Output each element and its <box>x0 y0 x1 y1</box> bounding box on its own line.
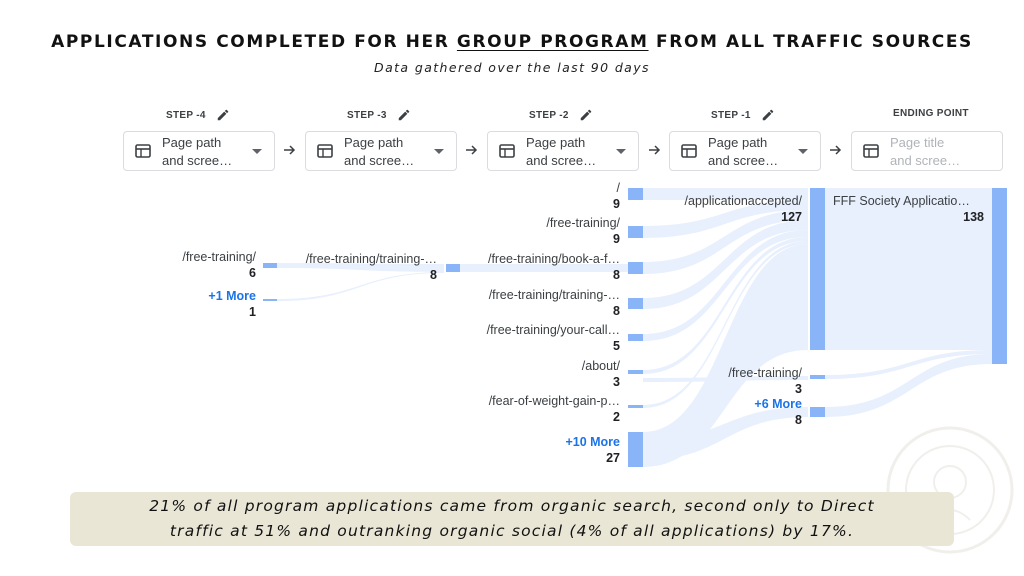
title-part-1: APPLICATIONS COMPLETED FOR HER <box>51 32 457 52</box>
flow-node <box>628 262 643 274</box>
node-step2-more[interactable]: +10 More 27 <box>565 435 620 465</box>
flow-node <box>628 226 643 238</box>
node-end-fff-society-application[interactable]: FFF Society Applicatio… 138 <box>833 194 984 224</box>
flow-node <box>992 188 1007 364</box>
dimension-text: Page path and scree… <box>162 135 233 168</box>
node-step1-free-training[interactable]: /free-training/ 3 <box>728 366 802 396</box>
dimension-text: Page path and scree… <box>526 135 597 168</box>
dimension-text: Page path and scree… <box>344 135 415 168</box>
node-step2-book-a-call[interactable]: /free-training/book-a-f… 8 <box>487 252 620 282</box>
title-underlined: GROUP PROGRAM <box>456 32 649 52</box>
node-step1-applicationaccepted[interactable]: /applicationaccepted/ 127 <box>684 194 802 224</box>
flow-node <box>628 298 643 309</box>
flow-node <box>263 299 277 301</box>
dimension-text: Page path and scree… <box>708 135 779 168</box>
node-step4-free-training[interactable]: /free-training/ 6 <box>182 250 256 280</box>
step-3-label-text: STEP -3 <box>347 109 387 121</box>
ending-point-label-text: ENDING POINT <box>893 108 969 119</box>
flow-node <box>263 263 277 268</box>
node-step2-about[interactable]: /about/ 3 <box>581 359 620 389</box>
step-1-label-text: STEP -1 <box>711 109 751 121</box>
callout-line-1: 21% of all program applications came from organic search, second only to Direct <box>149 497 875 515</box>
node-step2-fear-of-weight-gain[interactable]: /fear-of-weight-gain-p… 2 <box>488 394 620 424</box>
flow-node <box>628 432 643 467</box>
node-step1-more[interactable]: +6 More 8 <box>754 397 802 427</box>
step-2-label-text: STEP -2 <box>529 109 569 121</box>
flow-node <box>628 334 643 341</box>
flow-node <box>446 264 460 272</box>
page-subtitle: Data gathered over the last 90 days <box>374 60 650 75</box>
dimension-text: Page title and scree… <box>890 135 961 168</box>
node-step2-training[interactable]: /free-training/training-… 8 <box>488 288 620 318</box>
node-step2-your-call[interactable]: /free-training/your-call… 5 <box>486 323 620 353</box>
flow-node <box>810 188 825 350</box>
node-step2-root[interactable]: / 9 <box>613 181 620 211</box>
flow-node <box>628 370 643 374</box>
node-step2-free-training[interactable]: /free-training/ 9 <box>546 216 620 246</box>
callout-text <box>70 494 954 544</box>
step-4-label-text: STEP -4 <box>166 109 206 121</box>
title-part-2: FROM ALL TRAFFIC SOURCES <box>648 32 973 52</box>
node-step4-more[interactable]: +1 More 1 <box>208 289 256 319</box>
flow-node <box>810 375 825 379</box>
flow-node <box>810 407 825 417</box>
callout-line-2: traffic at 51% and outranking organic social (4% of all applications) by 17%. <box>169 522 855 540</box>
flow-node <box>628 188 643 200</box>
flow-node <box>628 405 643 408</box>
node-step3-training[interactable]: /free-training/training-… 8 <box>305 252 437 282</box>
